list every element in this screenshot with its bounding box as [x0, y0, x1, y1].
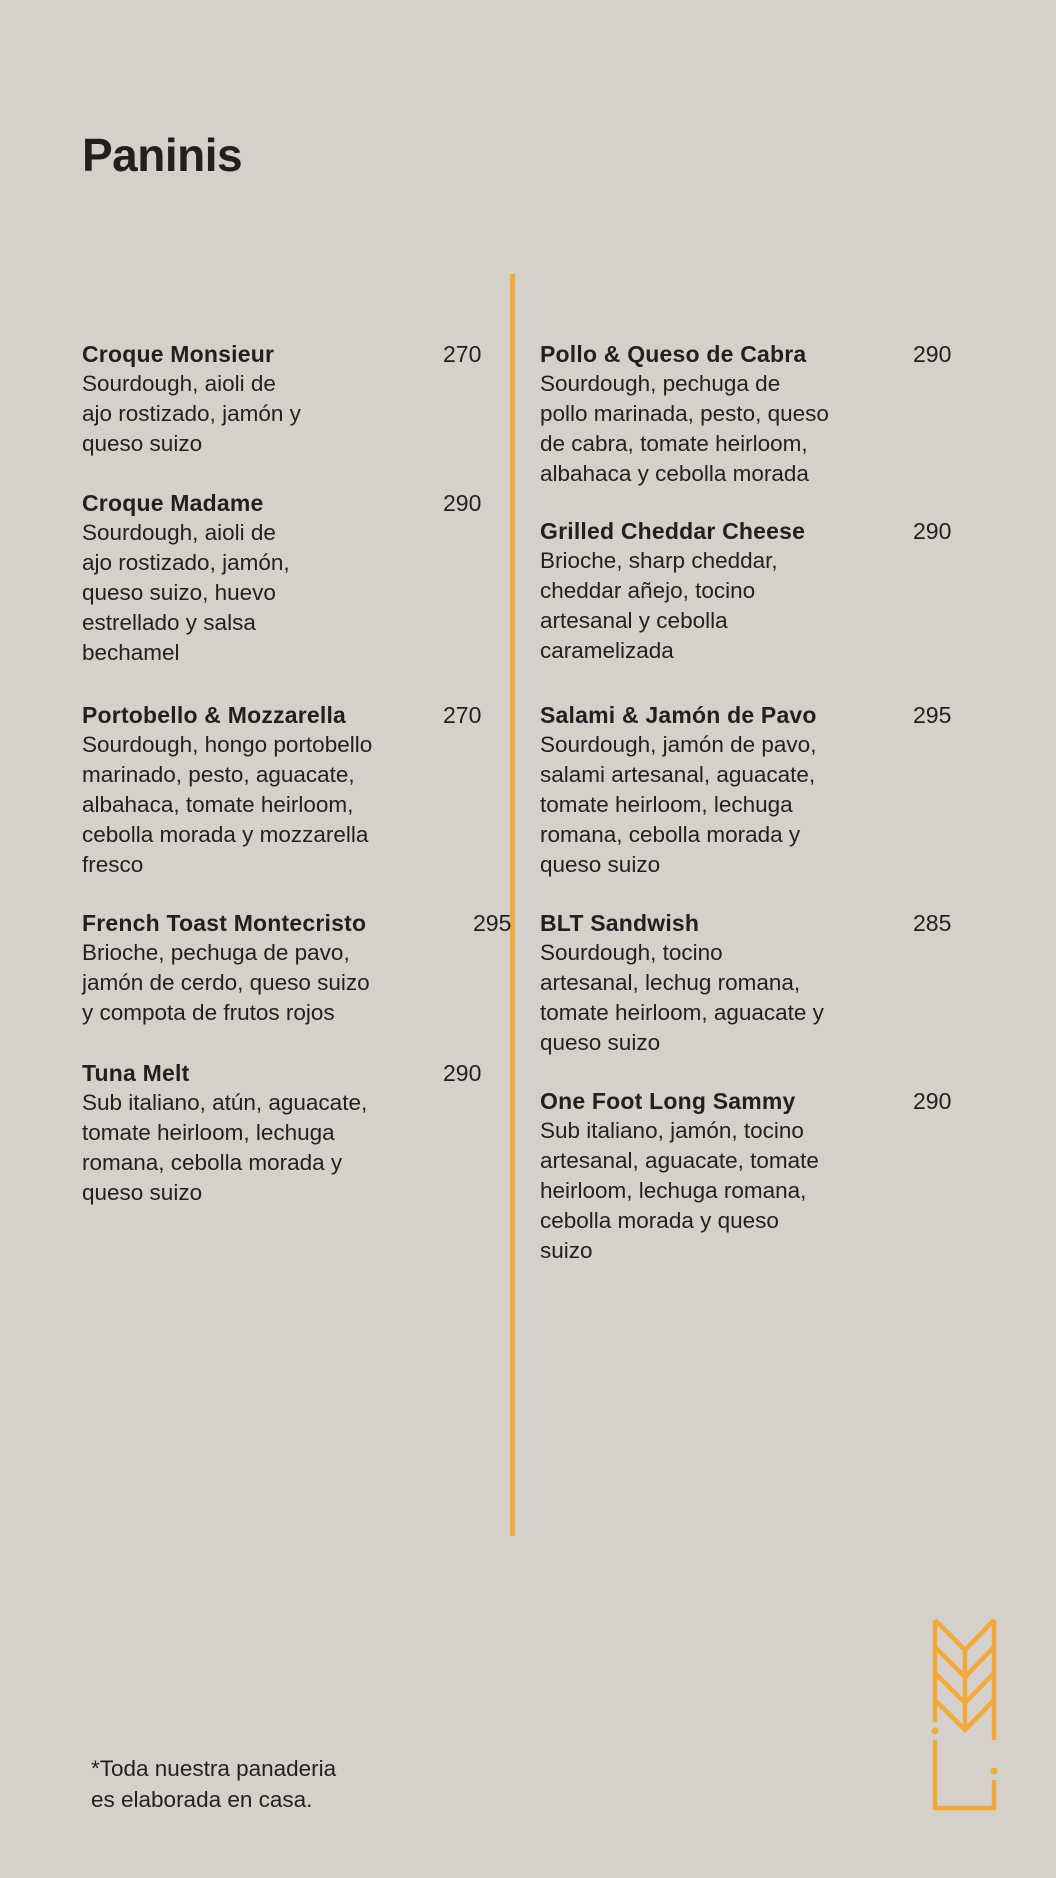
description-line: queso suizo, huevo	[82, 580, 276, 605]
footnote-line: *Toda nuestra panaderia	[91, 1756, 337, 1781]
menu-item-description	[540, 369, 890, 489]
description-line: cheddar añejo, tocino	[540, 578, 756, 603]
description-line: Sub italiano, jamón, tocino	[540, 1118, 804, 1143]
description-line: Brioche, sharp cheddar,	[540, 548, 778, 573]
menu-item-name: BLT Sandwish	[540, 910, 700, 936]
description-line: Sourdough, tocino	[540, 940, 723, 965]
menu-item-price: 295	[913, 702, 952, 728]
description-line: y compota de frutos rojos	[82, 1000, 335, 1025]
menu-item-description	[540, 1116, 890, 1266]
menu-item-price: 290	[913, 1088, 952, 1114]
description-line: tomate heirloom, lechuga	[540, 792, 793, 817]
menu-item-price: 290	[443, 490, 482, 516]
description-line: Sourdough, hongo portobello	[82, 732, 373, 757]
menu-item	[82, 488, 442, 668]
menu-item	[540, 908, 900, 1058]
menu-item-description	[82, 1088, 432, 1208]
description-line: queso suizo	[82, 1180, 203, 1205]
menu-item-description	[82, 938, 432, 1028]
menu-item-name: Grilled Cheddar Cheese	[540, 518, 806, 544]
menu-item	[82, 908, 442, 1028]
menu-item	[82, 339, 442, 459]
menu-item-description	[82, 730, 432, 880]
description-line: albahaca y cebolla morada	[540, 461, 809, 486]
menu-item-price: 290	[913, 341, 952, 367]
column-divider	[510, 274, 515, 1536]
description-line: romana, cebolla morada y	[82, 1150, 343, 1175]
description-line: romana, cebolla morada y	[540, 822, 801, 847]
description-line: ajo rostizado, jamón,	[82, 550, 290, 575]
menu-item	[540, 1086, 900, 1266]
menu-item	[540, 516, 900, 666]
description-line: de cabra, tomate heirloom,	[540, 431, 808, 456]
menu-item-name: One Foot Long Sammy	[540, 1088, 796, 1114]
description-line: Brioche, pechuga de pavo,	[82, 940, 350, 965]
description-line: artesanal, lechug romana,	[540, 970, 801, 995]
menu-item-name: Salami & Jamón de Pavo	[540, 702, 817, 728]
menu-item-description	[540, 730, 890, 880]
page-title: Paninis	[82, 129, 243, 181]
description-line: bechamel	[82, 640, 180, 665]
menu-item-price: 290	[913, 518, 952, 544]
menu-item-price: 270	[443, 341, 482, 367]
description-line: Sourdough, aioli de	[82, 371, 276, 396]
description-line: artesanal y cebolla	[540, 608, 728, 633]
description-line: Sourdough, jamón de pavo,	[540, 732, 817, 757]
description-line: heirloom, lechuga romana,	[540, 1178, 807, 1203]
menu-item-name: Croque Monsieur	[82, 341, 275, 367]
menu-item-price: 295	[473, 910, 512, 936]
description-line: tomate heirloom, aguacate y	[540, 1000, 824, 1025]
description-line: cebolla morada y queso	[540, 1208, 779, 1233]
menu-item	[540, 339, 900, 489]
footnote-line: es elaborada en casa.	[91, 1787, 313, 1812]
description-line: caramelizada	[540, 638, 674, 663]
menu-item-name: Pollo & Queso de Cabra	[540, 341, 807, 367]
menu-item-name: French Toast Montecristo	[82, 910, 367, 936]
description-line: queso suizo	[82, 431, 203, 456]
wheat-logo-icon	[900, 1600, 1020, 1820]
description-line: Sourdough, aioli de	[82, 520, 276, 545]
menu-item-name: Croque Madame	[82, 490, 264, 516]
description-line: estrellado y salsa	[82, 610, 256, 635]
description-line: queso suizo	[540, 1030, 661, 1055]
description-line: cebolla morada y mozzarella	[82, 822, 369, 847]
description-line: pollo marinada, pesto, queso	[540, 401, 829, 426]
menu-item-name: Portobello & Mozzarella	[82, 702, 347, 728]
description-line: jamón de cerdo, queso suizo	[82, 970, 370, 995]
description-line: suizo	[540, 1238, 593, 1263]
description-line: artesanal, aguacate, tomate	[540, 1148, 819, 1173]
menu-item	[540, 700, 900, 880]
menu-item-price: 270	[443, 702, 482, 728]
description-line: queso suizo	[540, 852, 661, 877]
menu-item	[82, 1058, 442, 1208]
menu-item-description	[82, 369, 432, 459]
menu-item-name: Tuna Melt	[82, 1060, 190, 1086]
description-line: Sourdough, pechuga de	[540, 371, 781, 396]
description-line: salami artesanal, aguacate,	[540, 762, 816, 787]
menu-item	[82, 700, 442, 880]
menu-item-price: 285	[913, 910, 952, 936]
description-line: ajo rostizado, jamón y	[82, 401, 301, 426]
description-line: Sub italiano, atún, aguacate,	[82, 1090, 368, 1115]
description-line: tomate heirloom, lechuga	[82, 1120, 335, 1145]
menu-item-description	[540, 938, 890, 1058]
menu-item-description	[82, 518, 432, 668]
description-line: marinado, pesto, aguacate,	[82, 762, 355, 787]
menu-item-price: 290	[443, 1060, 482, 1086]
footnote	[91, 1753, 336, 1815]
menu-item-description	[540, 546, 890, 666]
description-line: albahaca, tomate heirloom,	[82, 792, 354, 817]
description-line: fresco	[82, 852, 144, 877]
